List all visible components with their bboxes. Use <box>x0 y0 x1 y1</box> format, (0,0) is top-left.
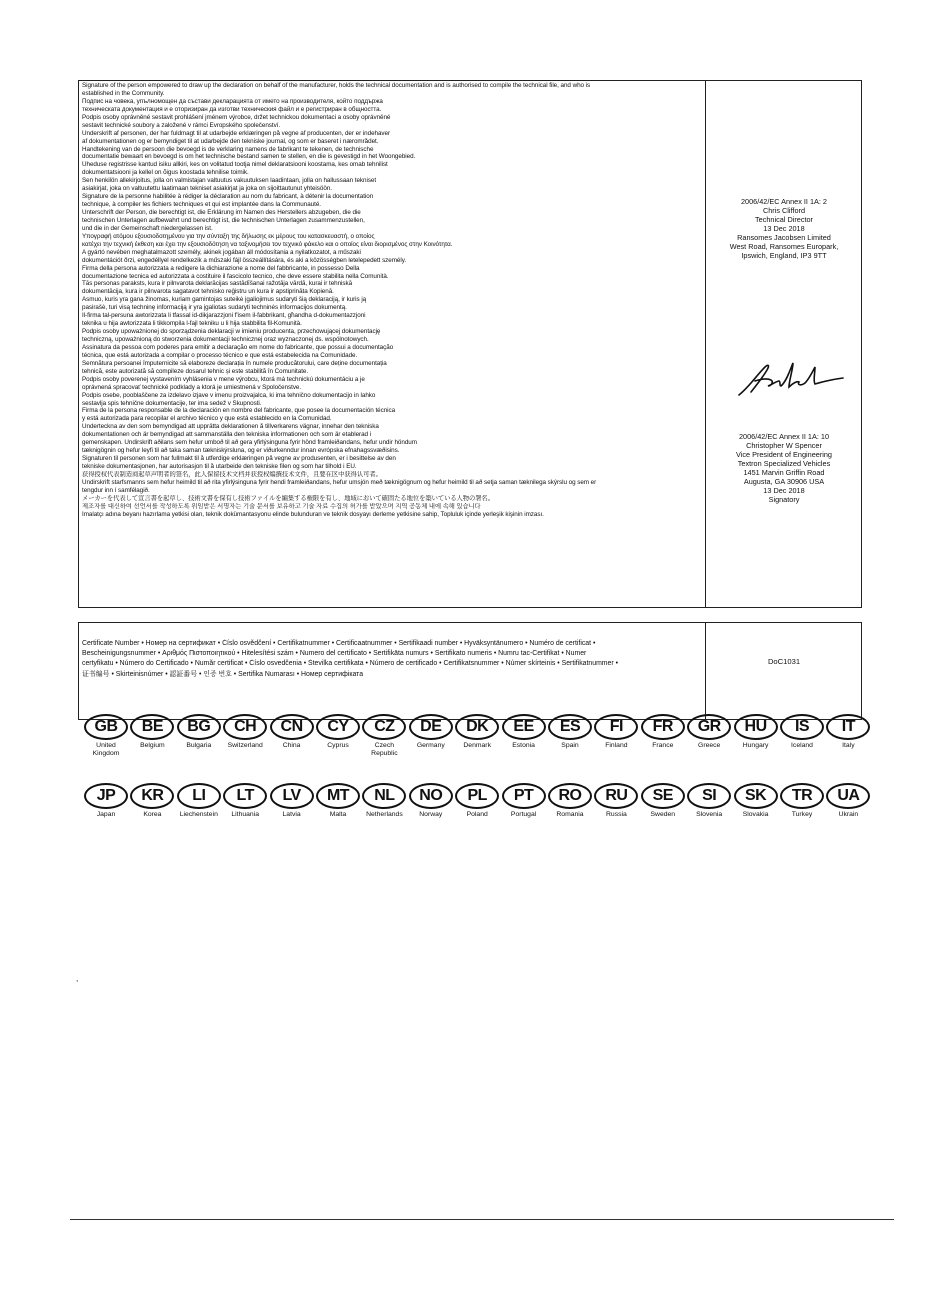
declaration-line: teknika u hija awtorizzata li tikkompila l-fajl tekniku u li hija stabbilita fil-Komunità. <box>82 320 302 328</box>
declaration-line: İmalatçı adına beyanı hazırlama yetkisi olan, teknik dokümantasyonu elinde bulunduran ve teknik dosyayı derleme yetkisine sahip, Topluluk içinde yerleşik kişinin imzası. <box>82 510 544 518</box>
country-code: ES <box>548 714 592 740</box>
country-name: Norway <box>419 811 443 818</box>
declaration-line: Podpis osoby oprávněné sestavit prohlášení jménem výrobce, držet technickou dokumentaci a osoby oprávněné <box>82 113 391 121</box>
declaration-line: Assinatura da pessoa com poderes para emitir a declaração em nome do fabricante, que possui a documentação <box>82 343 394 351</box>
country-name: China <box>282 742 301 749</box>
country-name: Liechenstein <box>179 811 218 818</box>
document-number: DoC1031 <box>767 657 801 666</box>
country-code: MT <box>316 783 360 809</box>
column-divider <box>705 623 706 719</box>
declaration-line: y está autorizada para recopilar el archivo técnico y que está establecido en la Comunidad. <box>82 415 332 423</box>
country-code: CN <box>270 714 314 740</box>
declaration-line: Sen henkilön allekirjoitus, jolla on valmistajan valtuutus vakuutuksen laadintaan, jolla on hallussaan tekniset <box>82 177 377 185</box>
signatory-1-line: West Road, Ransomes Europark, <box>729 242 839 251</box>
country-code: PL <box>455 783 499 809</box>
country-name: Poland <box>466 811 488 818</box>
declaration-line: gemenskapen. Undirskrift aðilans sem hefur umboð til að gera yfirlýsinguna fyrir hönd framleiðandans, hefur undir höndum <box>82 439 417 447</box>
country-name: Hungary <box>742 742 769 749</box>
country-name: Cyprus <box>327 742 349 749</box>
signatory-2-line: Vice President of Engineering <box>735 450 832 459</box>
certificate-number-table <box>78 622 862 720</box>
country-code: LV <box>270 783 314 809</box>
declaration-line: κατέχει την τεχνική έκθεση και έχει την εξουσιοδότηση να ταξινομήσει τον τεχνικό φάκελο και ο οποίος είναι διορισμένος στην Κοινότητα. <box>82 240 453 248</box>
country-code: LT <box>223 783 267 809</box>
country-name: Czech Republic <box>371 742 398 757</box>
country-code: NO <box>409 783 453 809</box>
signatory-1-line: Ipswich, England, IP3 9TT <box>741 251 827 260</box>
country-code: EE <box>502 714 546 740</box>
country-name: Lithuania <box>231 811 259 818</box>
declaration-line: Υπογραφή ατόμου εξουσιοδοτημένου για την σύνταξη της δήλωσης εκ μέρους του κατασκευαστή, ο οποίος <box>82 232 375 240</box>
country-codes-row-1 <box>84 714 874 774</box>
declaration-line: técnica, que está autorizada a compilar o processo técnico e que está estabelecida na Comunidade. <box>82 351 358 359</box>
signature-declaration-table <box>78 80 862 608</box>
declaration-line: Firma della persona autorizzata a redigere la dichiarazione a nome del fabbricante, in possesso Della <box>82 264 360 272</box>
country-code: PT <box>502 783 546 809</box>
declaration-line: Il-firma tal-persuna awtorizzata li tfassal id-dikjarazzjoni f'isem il-fabbrikant, għandha d-dokumentazzjoni <box>82 312 366 320</box>
country-code: HU <box>734 714 778 740</box>
country-badge-ua <box>820 783 876 819</box>
signatory-1-line: 13 Dec 2018 <box>763 224 805 233</box>
declaration-line: Podpis osoby upoważnionej do sporządzenia deklaracji w imieniu producenta, przechowującej dokumentację <box>82 328 381 336</box>
country-name: France <box>652 742 674 749</box>
country-codes-row-2 <box>84 783 874 843</box>
declaration-line: Handtekening van de persoon die bevoegd is de verklaring namens de fabrikant te tekenen, de technische <box>82 145 374 153</box>
declaration-line: technischen Unterlagen aufbewahrt und berechtigt ist, die technischen Unterlagen zusammenzustellen, <box>82 216 365 224</box>
declaration-line: メーカーを代表して宣言書を起草し、技術文書を保有し技術ファイルを編集する権限を有し、地域において確固たる地位を築いている人物の署名。 <box>82 494 495 502</box>
country-name: United Kingdom <box>92 742 120 757</box>
declaration-line: техническата документация и е оторизиран да изготви техническия файл и е регистриран в общността. <box>82 105 382 113</box>
column-divider <box>705 81 706 607</box>
country-code: CH <box>223 714 267 740</box>
signatory-2-line: Signatory <box>768 495 800 504</box>
declaration-line: 获得授权代表制造商起草声明者的签名，此人保留技术文档并获授权编撰技术文件，且要在区中获得认可者。 <box>82 470 382 478</box>
country-code: IT <box>826 714 870 740</box>
country-name: Denmark <box>463 742 491 749</box>
country-name: Switzerland <box>227 742 263 749</box>
country-code: SK <box>734 783 778 809</box>
country-code: BG <box>177 714 221 740</box>
country-code: GR <box>687 714 731 740</box>
country-name: Italy <box>842 742 855 749</box>
declaration-line: pasirašė, turi visą techninę informaciją ir yra įgaliotas sudaryti techninės informacijos dokumentą. <box>82 304 347 312</box>
country-code: LI <box>177 783 221 809</box>
country-name: Portugal <box>510 811 537 818</box>
signatory-1-line: 2006/42/EC Annex II 1A: 2 <box>740 197 827 206</box>
declaration-line: Signature of the person empowered to draw up the declaration on behalf of the manufacturer, holds the technical documentation and is authorised to compile the technical file, and who is <box>82 82 591 89</box>
country-code: TR <box>780 783 824 809</box>
country-name: Finland <box>605 742 628 749</box>
country-name: Latvia <box>282 811 301 818</box>
declaration-line: dokumentációt őrzi, engedéllyel rendelkezik a műszaki fájl összeállítására, és aki a közösségben letelepedett személy. <box>82 256 407 264</box>
certificate-number-label <box>82 639 702 680</box>
signatory-2-line: Textron Specialized Vehicles <box>737 459 831 468</box>
declaration-text <box>82 82 700 606</box>
declaration-line: af dokumentationen og er bemyndiget til at udarbejde den tekniske journal, og som er baseret i nærområdet. <box>82 137 379 145</box>
declaration-line: Signature de la personne habilitée à rédiger la déclaration au nom du fabricant, à détenir la documentation <box>82 193 374 201</box>
country-name: Germany <box>416 742 445 749</box>
declaration-line: und die in der Gemeinschaft niedergelassen ist. <box>82 224 213 232</box>
declaration-line: documentatie bewaart en bevoegd is om het technische bestand samen te stellen, en die is gevestigd in het Woongebied. <box>82 153 416 161</box>
signatory-1-line: Technical Director <box>755 215 813 224</box>
declaration-line: Undirskrift starfsmanns sem hefur heimild til að rita yfirlýsinguna fyrir hendi framleiðandans, hefur umsjón með tæknigögnum og hefur heimild til að setja saman tæknilega skýrslu og sem er <box>82 478 597 486</box>
country-code: BE <box>130 714 174 740</box>
signatory-block-2 <box>707 432 861 504</box>
declaration-line: tengdur inn í samfélagið. <box>82 486 150 494</box>
country-code: SI <box>687 783 731 809</box>
declaration-line: Unterschrift der Person, die berechtigt ist, die Erklärung im Namen des Herstellers abzugeben, die die <box>82 209 361 216</box>
signatory-block-1 <box>707 197 861 260</box>
country-code: SE <box>641 783 685 809</box>
country-name: Netherlands <box>366 811 403 818</box>
country-name: Greece <box>698 742 721 749</box>
country-code: FR <box>641 714 685 740</box>
declaration-line: dokumentatsiooni ja kellel on õigus koostada tehnilise toimik. <box>82 169 249 177</box>
declaration-line: oprávnená spracovať technické podklady a ktorá je umiestnená v Spoločenstve. <box>82 383 302 391</box>
declaration-line: Semnătura persoanei împuternicite să elaboreze declarația în numele producătorului, care deține documentația <box>82 359 387 367</box>
declaration-line: Üheduse registrisse kantud isiku allkiri, kes on volitatud tootja nimel deklaratsiooni koostama, kes omab tehnilist <box>82 161 388 169</box>
country-name: Slovenia <box>696 811 723 818</box>
declaration-line: sestavit technické soubory a založené v rámci Evropského společenství. <box>82 121 281 129</box>
declaration-line: techniczną, upoważnioną do stworzenia dokumentacji technicznej oraz wyznaczonej ds. wspólnotowych. <box>82 336 369 343</box>
declaration-line: A gyártó nevében meghatalmazott személy, akinek jogában áll módosítania a nyilatkozatot, a műszaki <box>82 248 361 256</box>
country-code: DE <box>409 714 453 740</box>
declaration-line: 제조자를 대신하여 선언서를 작성하도록 위임받은 서명자는 기술 문서를 보유하고 기술 자료 수집의 허가를 받았으며 지역 공동체 내에 속해 있습니다 <box>82 502 481 510</box>
declaration-line: Asmuo, kuris yra gana žinomas, kuriam gamintojas suteikė įgaliojimus sudaryti šią deklaraciją, ir kuris ją <box>82 296 367 304</box>
country-code: FI <box>594 714 638 740</box>
country-badge-it <box>820 714 876 750</box>
certificate-label-line: Certificate Number • Номер на сертификат • Číslo osvědčení • Certifikatnummer • Certificaatnummer • Sertifikaadi number • Hyväksyntänumero • Numéro de certificat • <box>82 640 596 647</box>
certificate-label-line: Bescheinigungsnummer • Αριθμός Πιστοποιητικού • Hitelesítési szám • Numero del certificato • Sertifikāta numurs • Sertifikato numeris • Numru tac-Ċertifikat • Numer <box>82 650 587 658</box>
certificate-label-line: 证书编号 • Skirteinisnúmer • 認証番号 • 인증 번호 • Sertifika Numarası • Номер сертифіката <box>82 670 364 678</box>
country-name: Russia <box>606 811 627 818</box>
declaration-line: Underteckna av den som bemyndigad att upprätta deklarationen å tillverkarens vägnar, innehar den tekniska <box>82 423 379 431</box>
bottom-rule <box>70 1219 894 1220</box>
country-name: Sweden <box>650 811 676 818</box>
handwritten-signature <box>735 359 845 399</box>
country-name: Romania <box>556 811 584 818</box>
country-name: Slovakia <box>742 811 769 818</box>
country-code: UA <box>826 783 870 809</box>
country-name: Estonia <box>512 742 535 749</box>
signatory-2-line: 1451 Marvin Griffin Road <box>743 468 825 477</box>
declaration-line: Podpis osoby poverenej vystavením vyhlásenia v mene výrobcu, ktorá má technickú dokumentáciu a je <box>82 375 365 383</box>
country-name: Spain <box>561 742 579 749</box>
declaration-line: Podpis osebe, pooblaščene za izdelavo izjave v imenu proizvajalca, ki ima tehnično dokumentacijo in lahko <box>82 391 376 399</box>
country-code: GB <box>84 714 128 740</box>
declaration-line: Underskrift af personen, der har fuldmagt til at udarbejde erklæringen på vegne af producenten, der er indehaver <box>82 129 391 137</box>
declaration-line: dokumentationen och är bemyndigad att sammanställa den tekniska informationen och som är etablerad i <box>82 431 372 439</box>
signatory-1-line: Chris Clifford <box>762 206 806 215</box>
country-code: KR <box>130 783 174 809</box>
declaration-line: technique, à compiler les fichiers techniques et qui est implantée dans la Communauté. <box>82 201 321 209</box>
signatory-2-line: Augusta, GA 30906 USA <box>743 477 825 486</box>
country-code: CY <box>316 714 360 740</box>
declaration-line: Подпис на човека, упълномощен да състави декларацията от името на производителя, който поддържа <box>82 97 383 105</box>
declaration-line: Signaturen til personen som har fullmakt til å utferdige erklæringen på vegne av produsenten, er i besittelse av den <box>82 455 396 463</box>
declaration-line: asiakirjat, joka on valtuutettu laatimaan tekniset asiakirjat ja joka on sijoittautunut yhteisöön. <box>82 185 332 193</box>
certificate-label-line: certyfikatu • Número do Certificado • Număr certificat • Číslo osvedčenia • Številka certifikata • Número de certificado • Certifikatsnummer • Númer skírteinis • Sertifikatnummer • <box>82 660 619 668</box>
country-code: JP <box>84 783 128 809</box>
country-name: Japan <box>96 811 116 818</box>
signatory-1-line: Ransomes Jacobsen Limited <box>737 233 831 242</box>
country-code: IS <box>780 714 824 740</box>
declaration-line: documentazione tecnica ed autorizzata a costituire il fascicolo tecnico, che deve essere stabilita nella Comunità. <box>82 272 389 280</box>
declaration-line: Tās personas paraksts, kura ir pilnvarota deklarācijas sastādīšanai ražotāja vārdā, kurai ir tehniskā <box>82 280 353 288</box>
country-code: CZ <box>362 714 406 740</box>
scan-mark: , <box>76 974 79 983</box>
declaration-line: Firma de la persona responsable de la declaración en nombre del fabricante, que posee la documentación técnica <box>82 407 396 415</box>
declaration-line: tæknigögnin og hefur leyfi til að taka saman tækniskýrsluna, og er viðurkenndur innan evrópska efnahagssvæðisins. <box>82 447 400 455</box>
country-name: Turkey <box>791 811 813 818</box>
country-code: RO <box>548 783 592 809</box>
country-code: RU <box>594 783 638 809</box>
country-name: Iceland <box>791 742 813 749</box>
declaration-line: sestavlja spis tehnične dokumentacije, ter ima sedež v Skupnosti. <box>82 399 262 407</box>
declaration-line: dokumentācija, kura ir pilnvarota sagatavot tehnisko reģistru un kura ir apstiprināta Kopienā. <box>82 288 334 296</box>
signatory-2-line: Christopher W Spencer <box>746 441 822 450</box>
country-code: DK <box>455 714 499 740</box>
signatory-2-line: 13 Dec 2018 <box>763 486 805 495</box>
declaration-line: tehnică, este autorizată să compileze dosarul tehnic și este stabilită în Comunitate. <box>82 367 309 375</box>
country-name: Malta <box>329 811 347 818</box>
declaration-line: established in the Community. <box>82 89 165 97</box>
country-code: NL <box>362 783 406 809</box>
country-name: Bulgaria <box>186 742 212 749</box>
signatory-2-line: 2006/42/EC Annex II 1A: 10 <box>738 432 830 441</box>
country-name: Ukrain <box>838 811 859 818</box>
country-name: Belgium <box>140 742 165 749</box>
country-name: Korea <box>143 811 162 818</box>
declaration-line: tekniske dokumentasjonen, har autorisasjon til å utarbeide den tekniske filen og som har tilhold i EU. <box>82 463 357 470</box>
